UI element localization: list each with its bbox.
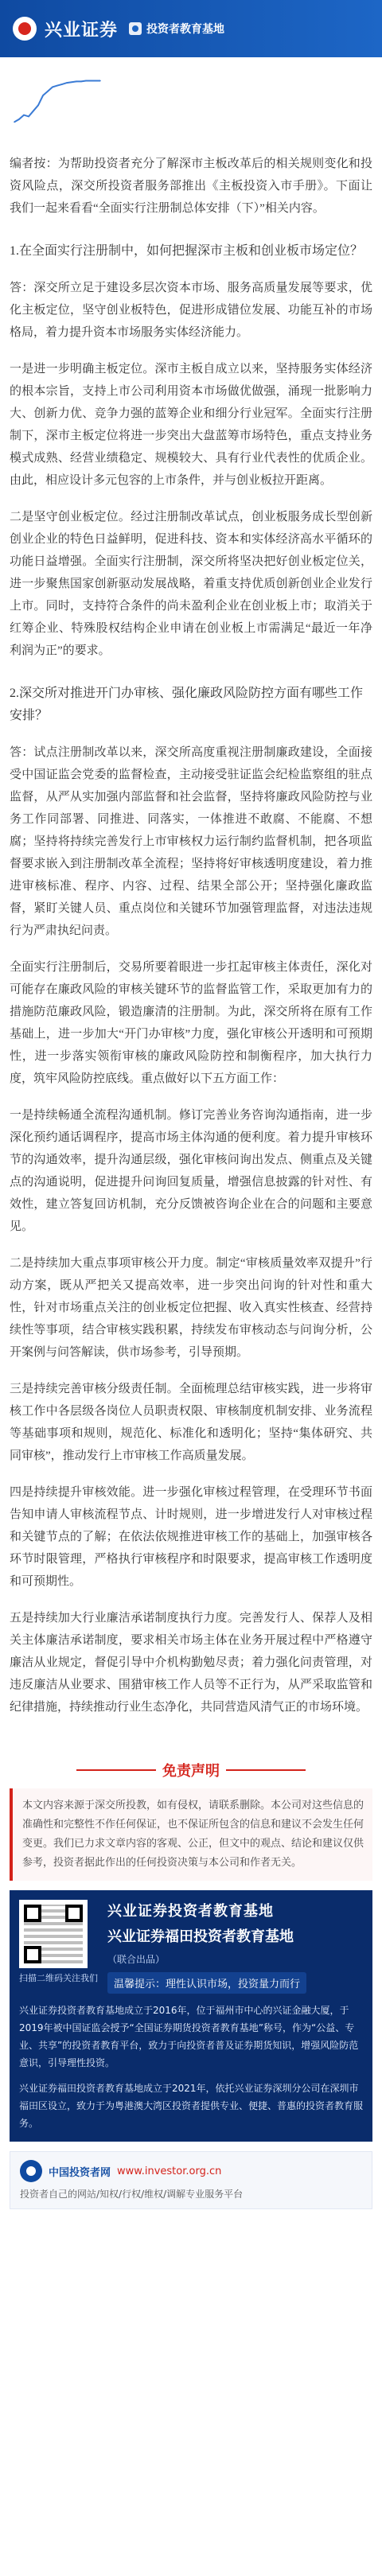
data-point: [95, 80, 96, 82]
education-title-1: 兴业证券投资者教育基地: [107, 1903, 274, 1920]
answer-1-para-1: 答：深交所立足于建设多层次资本市场、服务高质量发展等要求，优化主板定位，坚守创业板特色，促进形成错位发展、功能互补的市场格局，着力提升资本市场服务实体经济能力。: [10, 282, 372, 339]
answer-2-para-1: 答：试点注册制改革以来，深交所高度重视注册制廉政建设，全面接受中国证监会党委的监督检查，主动接受驻证监会纪检监察组的驻点监督，从严从实加强内部监督和社会监督，坚持将廉政风险防控与业务工作同部署、同推进、同落实，一体推进不敢腐、不能腐、不想腐；坚持将持续完善发行上市审核权力运行制约监督机制，把各项监督要求嵌入到注册制改革全流程；坚持将好审核透明度建设，着力推进审核标准、程序、内容、过程、结果全部公开；坚持强化廉政监督，紧盯关键人员、重点岗位和关键环节加强管理监督，对违法违规行为严肃执纪问责。: [10, 746, 372, 937]
answer-1-para-3: 二是坚守创业板定位。经过注册制改革试点，创业板服务成长型创新创业企业的特色日益鲜明，促进科技、资本和实体经济高水平循环的功能日益增强。全面实行注册制，深交所将坚决把好创业板定位关，进一步聚焦国家创新驱动发展战略，着重支持优质创新创业企业发行上市。同时，支持符合条件的尚未盈利企业在创业板上市；取消关于红筹企业、特殊股权结构企业申请在创业板上市需满足“最近一年净利润为正”的要求。: [10, 511, 372, 657]
education-section: [10, 1890, 372, 2142]
chart-area: [0, 57, 382, 145]
qr-code[interactable]: [19, 1900, 88, 1968]
logo-text: 兴业证券: [45, 20, 119, 41]
education-desc-1: 兴业证券投资者教育基地成立于2016年，位于福州市中心的兴证金融大厦，于2019年被中国证监会授予“全国证券期货投资者教育基地”称号，作为“公益、专业、共享”的投资者教育平台，致力于向投资者普及证券期货知识，增强风险防范意识，引导理性投资。: [19, 2005, 359, 2068]
answer-2-para-5: 三是持续完善审核分级责任制。全面梳理总结审核实践，进一步将审核工作中各层级各岗位人员职责权限、审核制度机制安排、业务流程等基础事项和规则，规范化、标准化和透明化；坚持“集体研究、共同审核”，推动发行上市审核工作高质量发展。: [10, 1383, 372, 1462]
header: [0, 0, 382, 57]
data-point: [57, 85, 58, 87]
divider: [226, 1769, 306, 1771]
data-point: [42, 95, 44, 96]
footer: [10, 2151, 372, 2209]
education-tagline: 温馨提示：理性认识市场，投资量力而行: [107, 1972, 306, 1994]
trend-chart: [10, 61, 105, 141]
data-point: [47, 91, 49, 92]
answer-1-para-2: 一是进一步明确主板定位。深市主板自成立以来，坚持服务实体经济的根本宗旨，支持上市公司利用资本市场做优做强，涌现一批影响力大、创新力优、竞争力强的蓝筹企业和细分行业冠军。全面实行注册制下，深市主板定位将进一步突出大盘蓝筹市场特色，重点支持业务模式成熟、经营业绩稳定、规模较大、具有行业代表性的优质企业。由此，相应设计多元包容的上市条件，并与创业板拉开距离。: [10, 363, 372, 487]
education-titles: [107, 1900, 363, 1994]
data-point: [33, 111, 34, 112]
data-point: [80, 81, 82, 83]
disclaimer-title: [10, 1760, 372, 1780]
answer-2-para-4: 二是持续加大重点事项审核公开力度。制定“审核质量效率双提升”行动方案，既从严把关又提高效率，进一步突出问询的针对性和重大性，针对市场重点关注的创业板定位把握、收入真实性核查、经营持续性等事项，结合审核实践积累，持续发布审核动态与问询分析，公开案例与问答解读，供市场参考，引导预期。: [10, 1257, 372, 1359]
company-logo-icon: [13, 17, 37, 41]
data-point: [85, 80, 87, 82]
sub-brand: [129, 21, 224, 37]
education-base-icon: [129, 22, 142, 35]
data-point: [76, 81, 77, 83]
data-point: [66, 82, 68, 84]
series-line: [14, 81, 100, 123]
data-point: [52, 87, 53, 88]
data-point: [14, 122, 15, 123]
disclaimer-body: 本文内容来源于深交所投教，如有侵权，请联系删除。本公司对这些信息的准确性和完整性不作任何保证，也不保证所包含的信息和建议不会发生任何变更。我们已力求文章内容的客观、公正，但文中的观点、结论和建议仅供参考，投资者据此作出的任何投资决策与本公司和作者无关。: [10, 1788, 372, 1881]
data-point: [90, 80, 92, 82]
question-1: 1.在全面实行注册制中，如何把握深市主板和创业板市场定位？: [10, 244, 364, 258]
data-point: [18, 119, 20, 120]
qr-corner: [24, 1905, 41, 1922]
education-title-2: 兴业证券福田投资者教育基地: [107, 1928, 294, 1945]
footer-url[interactable]: www.investor.org.cn: [117, 2165, 222, 2177]
data-point: [71, 81, 72, 83]
editor-note: 编者按：为帮助投资者充分了解深市主板改革后的相关规则变化和投资风险点，深交所投资者服务部推出《主板投资入市手册》。下面让我们一起来看看“全面实行注册制总体安排（下）”相关内容。: [10, 158, 372, 215]
qr-corner: [24, 1946, 41, 1963]
education-desc-2: 兴业证券福田投资者教育基地成立于2021年，依托兴业证券深圳分公司在深圳市福田区设立，致力于为粤港澳大湾区投资者提供专业、便捷、普惠的投资者教育服务。: [19, 2083, 364, 2129]
sub-brand-text: 投资者教育基地: [146, 23, 225, 36]
data-point: [37, 105, 39, 107]
article: [0, 145, 382, 1741]
brand-logo: [13, 17, 118, 41]
answer-2-para-2: 全面实行注册制后，交易所要着眼进一步扛起审核主体责任，深化对可能存在廉政风险的审核关键环节的监督监管工作，采取更加有力的措施防范廉政风险，锻造廉清的注册制。为此，深交所将在原有工作基础上，进一步加大“开门办审核”力度，强化审核公开透明和可预期性，进一步落实领衔审核的廉政风险防控和制衡程序，加大执行力度，筑牢风险防控底线。重点做好以下五方面工作：: [10, 961, 372, 1085]
divider: [76, 1769, 156, 1771]
disclaimer-title-text: 免责声明: [162, 1763, 220, 1780]
answer-2-para-6: 四是持续提升审核效能。进一步强化审核过程管理，在受理环节书面告知申请人审核流程节点、计时规则，进一步增进发行人对审核过程和关键节点的了解；在依法依规推进审核工作的基础上，加强审核各环节时限管理，严格执行审核程序和时限要求，提高审核工作透明度和可预期性。: [10, 1486, 372, 1588]
data-point: [61, 84, 63, 85]
education-tag: （联合出品）: [107, 1954, 166, 1965]
footer-title: 中国投资者网: [49, 2166, 111, 2179]
disclaimer: [10, 1760, 372, 1881]
footer-row: [20, 2160, 362, 2182]
qr-caption: 扫描二维码关注我们: [19, 1973, 98, 1983]
qr-corner: [65, 1905, 83, 1922]
education-top: [19, 1900, 363, 1994]
investor-site-icon: [20, 2160, 42, 2182]
footer-note: 投资者自己的网站/知权/行权/维权/调解专业服务平台: [20, 2189, 244, 2200]
answer-2-para-7: 五是持续加大行业廉洁承诺制度执行力度。完善发行人、保荐人及相关主体廉洁承诺制度，要求相关市场主体在业务开展过程中严格遵守廉洁从业规定，督促引导中介机构勤勉尽责；着力强化问责管理，对违反廉洁从业要求、围猎审核工作人员等不正行为，从严采取监管和纪律措施，持续推动行业生态净化，共同营造风清气正的市场环境。: [10, 1612, 372, 1714]
answer-2-para-3: 一是持续畅通全流程沟通机制。修订完善业务咨询沟通指南，进一步深化预约通话调程序，提高市场主体沟通的便利度。着力提升审核环节的沟通效率，提升沟通层级，强化审核问询出发点、侧重点及关键点的沟通说明，促进提升问询回复质量，增强信息披露的针对性、有效性，建立答复回访机制，充分反馈被咨询企业在合的问题和主要意见。: [10, 1109, 372, 1233]
data-point: [28, 116, 29, 118]
data-point: [99, 80, 101, 82]
qr-block: [19, 1900, 98, 1984]
data-point: [23, 115, 25, 116]
question-2: 2.深交所对推进开门办审核、强化廉政风险防控方面有哪些工作安排？: [10, 687, 364, 722]
